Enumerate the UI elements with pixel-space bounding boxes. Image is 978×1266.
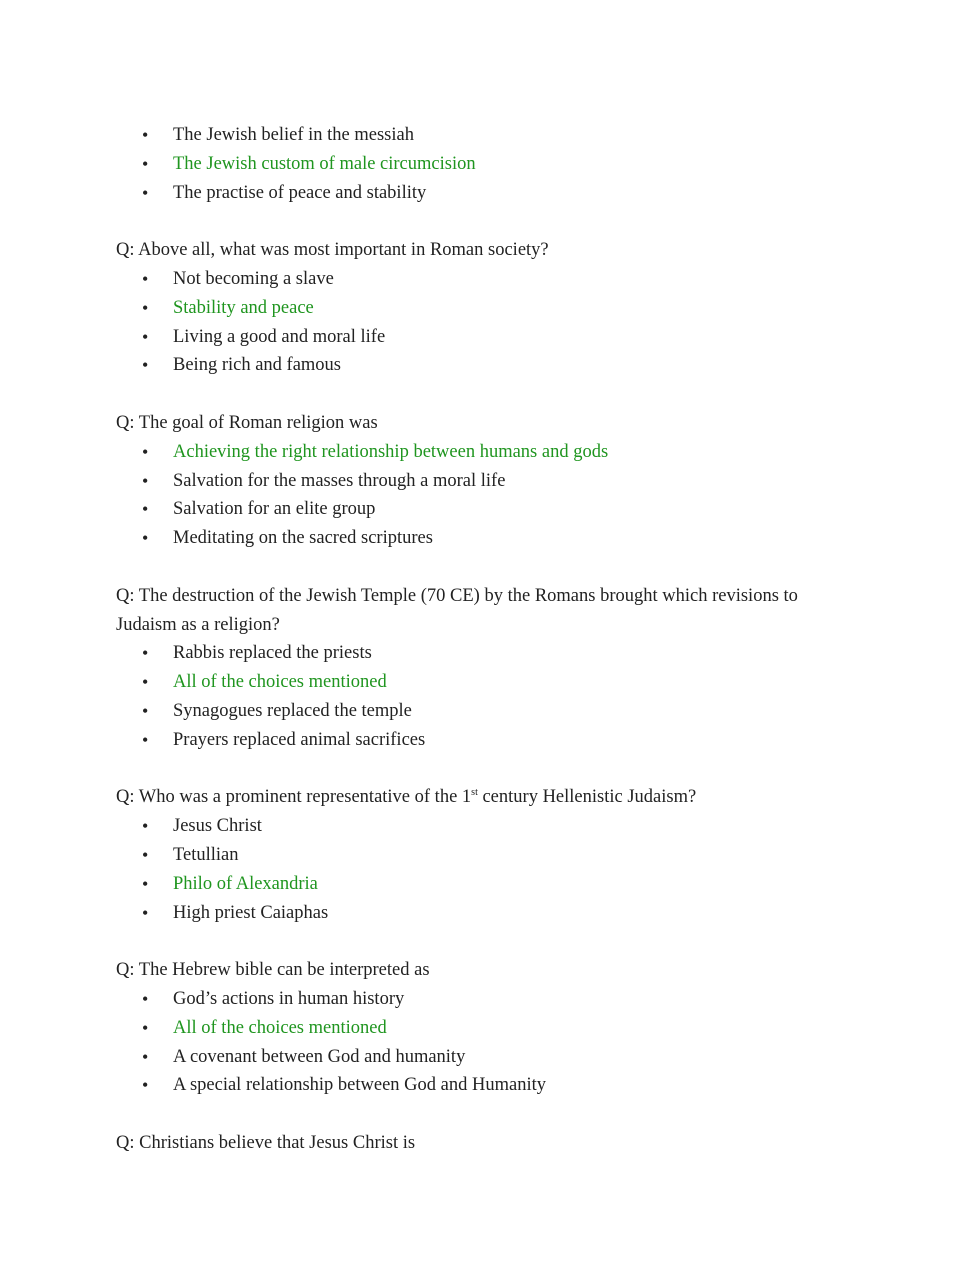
bullet-icon: • [142, 844, 149, 865]
list-item-correct [116, 294, 856, 323]
list-item [116, 697, 856, 726]
bullet-icon: • [142, 873, 149, 894]
list-item-correct [116, 870, 856, 899]
list-item-correct [116, 150, 856, 179]
list-item [116, 524, 856, 553]
question-prompt: Q: The destruction of the Jewish Temple (70 CE) by the Romans brought which revisions to Judaism as a religion? [116, 585, 798, 635]
option-text: All of the choices mentioned [173, 1017, 387, 1038]
option-text: Living a good and moral life [173, 326, 386, 347]
bullet-icon: • [142, 268, 149, 289]
bullet-icon: • [142, 1017, 149, 1038]
question-prompt: Q: The goal of Roman religion was [116, 412, 378, 433]
option-text: Tetullian [173, 844, 239, 865]
prompt-text: Q: Who was a prominent representative of the 1 [116, 787, 472, 808]
option-text: Synagogues replaced the temple [173, 700, 412, 721]
document-page [116, 121, 856, 1158]
option-text: The Jewish belief in the messiah [173, 125, 414, 145]
option-text: Prayers replaced animal sacrifices [173, 729, 426, 750]
bullet-icon: • [142, 528, 149, 549]
option-text: All of the choices mentioned [173, 672, 387, 693]
list-item [116, 179, 856, 208]
bullet-icon: • [142, 499, 149, 520]
list-item [116, 812, 856, 841]
option-text: The Jewish custom of male circumcision [173, 153, 476, 174]
option-text: God’s actions in human history [173, 988, 405, 1009]
question-prompt: Q: Christians believe that Jesus Christ is [116, 1132, 416, 1153]
list-item [116, 985, 856, 1014]
bullet-icon: • [142, 988, 149, 1009]
ordinal-superscript: st [471, 787, 478, 799]
option-text: Rabbis replaced the priests [173, 643, 372, 664]
list-item [116, 323, 856, 352]
bullet-icon: • [142, 355, 149, 376]
list-item [116, 899, 856, 928]
bullet-icon: • [142, 326, 149, 347]
bullet-icon: • [142, 182, 149, 203]
option-text: Salvation for the masses through a moral life [173, 470, 506, 491]
bullet-icon: • [142, 729, 149, 750]
bullet-icon: • [142, 1075, 149, 1096]
list-item [116, 1071, 856, 1100]
list-item [116, 1043, 856, 1072]
bullet-icon: • [142, 1046, 149, 1067]
option-text: Salvation for an elite group [173, 499, 376, 520]
list-item [116, 265, 856, 294]
question-prompt: Q: Above all, what was most important in Roman society? [116, 240, 549, 261]
option-text: Stability and peace [173, 297, 314, 318]
question-prompt [116, 783, 856, 812]
list-item [116, 121, 856, 150]
bullet-icon: • [142, 125, 149, 145]
bullet-icon: • [142, 153, 149, 174]
option-text: Meditating on the sacred scriptures [173, 528, 433, 549]
bullet-icon: • [142, 470, 149, 491]
option-text: A special relationship between God and Humanity [173, 1075, 546, 1096]
list-item [116, 639, 856, 668]
list-item [116, 467, 856, 496]
question-prompt: Q: The Hebrew bible can be interpreted as [116, 960, 430, 981]
bullet-icon: • [142, 297, 149, 318]
list-item [116, 726, 856, 755]
list-item-correct [116, 438, 856, 467]
option-text: The practise of peace and stability [173, 182, 427, 203]
bullet-icon: • [142, 672, 149, 693]
bullet-icon: • [142, 700, 149, 721]
bullet-icon: • [142, 643, 149, 664]
option-text: Being rich and famous [173, 355, 341, 376]
option-text: Jesus Christ [173, 816, 262, 837]
list-item-correct [116, 1014, 856, 1043]
option-list [116, 121, 856, 207]
option-text: High priest Caiaphas [173, 902, 329, 923]
option-text: Not becoming a slave [173, 268, 334, 289]
bullet-icon: • [142, 816, 149, 837]
option-text: Philo of Alexandria [173, 873, 318, 894]
bullet-icon: • [142, 441, 149, 462]
list-item [116, 351, 856, 380]
list-item [116, 841, 856, 870]
option-text: Achieving the right relationship between humans and gods [173, 441, 609, 462]
option-text: A covenant between God and humanity [173, 1046, 466, 1067]
bullet-icon: • [142, 902, 149, 923]
prompt-text: century Hellenistic Judaism? [477, 787, 697, 808]
list-item-correct [116, 668, 856, 697]
list-item [116, 495, 856, 524]
